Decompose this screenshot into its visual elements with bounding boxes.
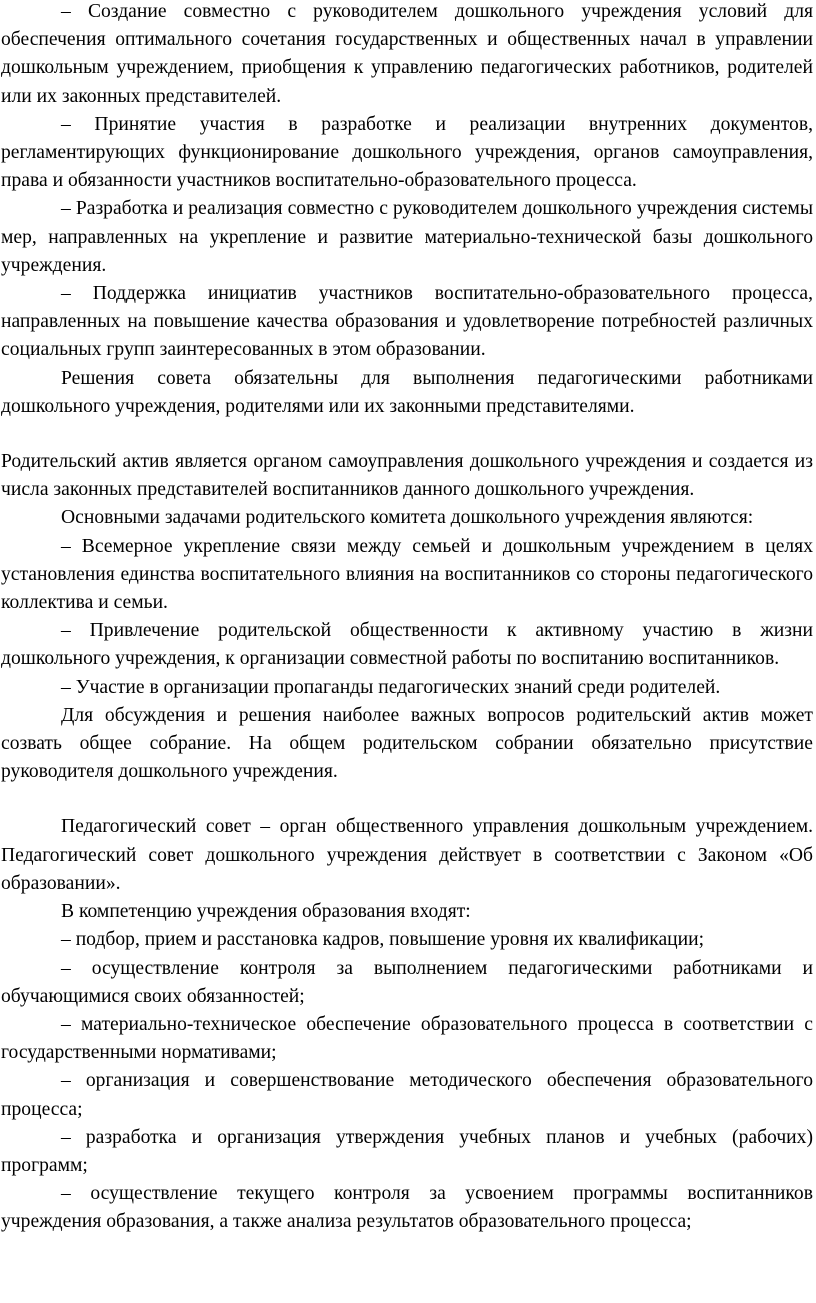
paragraph-council-task-1: – Создание совместно с руководителем дошкольного учреждения условий для обеспечения оптимального сочетания государственных и общественных начал в управлении дошкольным учреждением, приобщения к управлению педагогических работников, родителей или их законных представителей. [1, 1, 813, 107]
paragraph-council-task-4: – Поддержка инициатив участников воспитательно-образовательного процесса, направленных на повышение качества образования и удовлетворение потребностей различных социальных групп заинтересованных в этом образовании. [1, 283, 813, 361]
paragraph-council-task-3: – Разработка и реализация совместно с руководителем дошкольного учреждения системы мер, направленных на укрепление и развитие материально-технической базы дошкольного учреждения. [1, 198, 813, 276]
list-item-competence-6: – осуществление текущего контроля за усвоением программы воспитанников учреждения образования, а также анализа результатов образовательного процесса; [1, 1183, 813, 1233]
list-item-competence-4: – организация и совершенствование методического обеспечения образовательного процесса; [1, 1070, 813, 1120]
paragraph-pedagogical-council: Педагогический совет – орган общественного управления дошкольным учреждением. Педагогический совет дошкольного учреждения действует в соответствии с Законом «Об образовании». [1, 816, 813, 894]
list-item-competence-2: – осуществление контроля за выполнением педагогическими работниками и обучающимися своих обязанностей; [1, 957, 813, 1007]
section-gap [1, 786, 813, 813]
paragraph-parent-task-3: – Участие в организации пропаганды педагогических знаний среди родителей. [61, 676, 721, 698]
list-item-competence-1: – подбор, прием и расстановка кадров, повышение уровня их квалификации; [61, 929, 705, 951]
paragraph-parent-asset-intro: Родительский актив является органом самоуправления дошкольного учреждения и создается из числа законных представителей воспитанников данного дошкольного учреждения. [1, 451, 813, 501]
paragraph-council-decisions: Решения совета обязательны для выполнения педагогическими работниками дошкольного учреждения, родителями или их законными представителями. [1, 367, 813, 417]
paragraph-parent-task-2: – Привлечение родительской общественности к активному участию в жизни дошкольного учреждения, к организации совместной работы по воспитанию воспитанников. [1, 620, 813, 670]
list-item-competence-5: – разработка и организация утверждения учебных планов и учебных (рабочих) программ; [1, 1126, 813, 1176]
paragraph-parent-committee-tasks: Основными задачами родительского комитета дошкольного учреждения являются: [61, 507, 754, 529]
paragraph-parent-task-1: – Всемерное укрепление связи между семьей и дошкольным учреждением в целях установления единства воспитательного влияния на воспитанников со стороны педагогического коллектива и семьи. [1, 535, 813, 614]
section-gap [1, 421, 813, 448]
list-item-competence-3: – материально-техническое обеспечение образовательного процесса в соответствии с государственными нормативами; [1, 1013, 813, 1064]
paragraph-general-meeting: Для обсуждения и решения наиболее важных вопросов родительский актив может созвать общее собрание. На общем родительском собрании обязательно присутствие руководителя дошкольного учреждения. [1, 704, 813, 783]
paragraph-competence-intro: В компетенцию учреждения образования входят: [61, 901, 471, 923]
paragraph-council-task-2: – Принятие участия в разработке и реализации внутренних документов, регламентирующих функционирование дошкольного учреждения, органов самоуправления, права и обязанности участников воспитательно-образовательного процесса. [1, 113, 813, 192]
